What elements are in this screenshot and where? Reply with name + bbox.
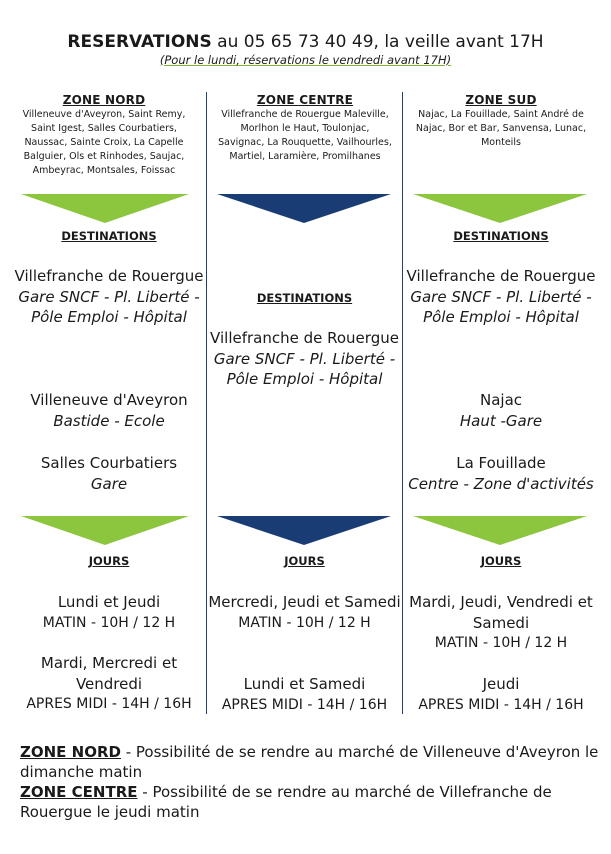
zone-nord-destination: Villefranche de Rouergue Gare SNCF - Pl. Liberté - Pôle Emploi - Hôpital: [14, 267, 204, 326]
reservation-header: [0, 31, 611, 67]
zone-nord-arrow-1: [21, 194, 189, 223]
zone-nord-arrow-2: [21, 516, 189, 545]
zone-nord-schedule: Lundi et Jeudi MATIN - 10H / 12 H: [42, 593, 176, 631]
zone-centre-schedule: Lundi et Samedi APRES MIDI - 14H / 16H: [221, 675, 388, 713]
zone-nord-destination: Salles Courbatiers Gare: [40, 454, 178, 493]
reservation-phone-text: au 05 65 73 40 49, la veille avant 17H: [217, 32, 544, 52]
zone-nord-destination: Villeneuve d'Aveyron Bastide - Ecole: [30, 391, 188, 430]
market-notes: [20, 742, 600, 822]
zone-sud-destinations-label: DESTINATIONS: [453, 229, 549, 243]
zone-sud-arrow-2: [413, 516, 587, 545]
zone-centre-days-label: JOURS: [284, 554, 325, 568]
zone-centre-arrow-2: [217, 516, 391, 545]
zone-sud-days-label: JOURS: [480, 554, 522, 568]
zone-sud-destination: La Fouillade Centre - Zone d'activités: [408, 454, 594, 493]
zone-sud-destination: Villefranche de Rouergue Gare SNCF - Pl. Liberté - Pôle Emploi - Hôpital: [406, 267, 596, 326]
zone-centre-schedule: Mercredi, Jeudi et Samedi MATIN - 10H / 12 H: [208, 593, 401, 631]
zone-nord-days-label: JOURS: [88, 554, 130, 568]
zone-nord-title: ZONE NORD: [62, 93, 146, 107]
zone-nord-towns: Villeneuve d'Aveyron, Saint Remy, Saint Igest, Salles Courbatiers, Naussac, Sainte Croix, La Capelle Balguier, Ols et Rinhodes, Saujac, Ambeyrac, Montsales, Foissac: [22, 109, 186, 176]
zone-nord-header: [12, 92, 196, 178]
zone-nord-schedule: Mardi, Mercredi et Vendredi APRES MIDI - 14H / 16H: [26, 654, 192, 712]
note-zone-centre: ZONE CENTRE - Possibilité de se rendre au marché de Villefranche de Rouergue le jeudi matin: [20, 783, 552, 821]
zone-centre-destinations-label: DESTINATIONS: [256, 291, 353, 305]
zone-sud-destination: Najac Haut -Gare: [459, 391, 543, 430]
zone-sud-schedule: Mardi, Jeudi, Vendredi et Samedi MATIN - 10H / 12 H: [409, 593, 593, 651]
zone-centre-title: ZONE CENTRE: [256, 93, 354, 107]
zone-sud-title: ZONE SUD: [465, 93, 537, 107]
zone-centre-towns: Villefranche de Rouergue Maleville, Morlhon le Haut, Toulonjac, Savignac, La Rouquette, Vailhourles, Martiel, Laramière, Promilhanes: [218, 109, 392, 162]
zone-centre-header: [216, 92, 394, 164]
zone-centre-destination: Villefranche de Rouergue Gare SNCF - Pl. Liberté - Pôle Emploi - Hôpital: [210, 329, 399, 388]
zone-sud-schedule: Jeudi APRES MIDI - 14H / 16H: [418, 675, 584, 713]
note-zone-nord: ZONE NORD - Possibilité de se rendre au marché de Villeneuve d'Aveyron le dimanche matin: [20, 743, 599, 781]
reservations-label: RESERVATIONS: [67, 32, 212, 52]
zone-sud-header: [408, 92, 594, 150]
zone-sud-towns: Najac, La Fouillade, Saint André de Najac, Bor et Bar, Sanvensa, Lunac, Monteils: [415, 109, 587, 148]
monday-note: (Pour le lundi, réservations le vendredi avant 17H): [159, 53, 452, 67]
zone-centre-arrow-1: [217, 194, 391, 223]
reservation-line: [0, 31, 611, 53]
zone-nord-destinations-label: DESTINATIONS: [61, 229, 157, 243]
zone-sud-arrow-1: [413, 194, 587, 223]
